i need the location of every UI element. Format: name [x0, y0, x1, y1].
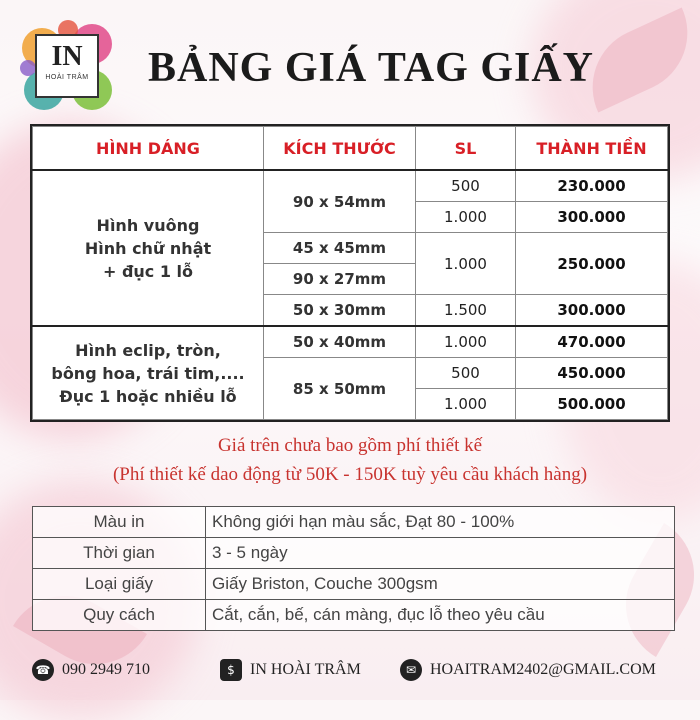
email-address: HOAITRAM2402@GMAIL.COM: [430, 661, 656, 678]
price-table: [32, 126, 668, 420]
header-quantity: SL: [416, 127, 516, 171]
price-cell: 300.000: [516, 202, 668, 233]
shape-group-1: [33, 170, 264, 326]
table-header-row: [33, 127, 668, 171]
footer-email[interactable]: [400, 655, 656, 685]
shape-line: Hình vuông: [96, 215, 200, 235]
phone-number: 090 2949 710: [62, 661, 150, 678]
quantity-cell: 1.000: [416, 233, 516, 295]
price-cell: 500.000: [516, 389, 668, 420]
table-row: [33, 170, 668, 202]
shape-line: bông hoa, trái tim,....: [51, 363, 245, 383]
header-size: KÍCH THƯỚC: [264, 127, 416, 171]
price-cell: 450.000: [516, 358, 668, 389]
quantity-cell: 1.500: [416, 295, 516, 327]
footer-page[interactable]: [220, 655, 361, 685]
spec-row: [33, 538, 675, 569]
size-cell: 90 x 27mm: [264, 264, 416, 295]
shape-line: Hình chữ nhật: [84, 238, 212, 258]
shape-line: Hình eclip, tròn,: [75, 340, 221, 360]
price-cell: 250.000: [516, 233, 668, 295]
logo-text: IN: [51, 41, 83, 72]
phone-icon: ☎: [32, 659, 54, 681]
spec-label: Thời gian: [33, 538, 206, 569]
spec-value: Giấy Briston, Couche 300gsm: [206, 569, 675, 600]
spec-value: 3 - 5 ngày: [206, 538, 675, 569]
spec-label: Loại giấy: [33, 569, 206, 600]
size-cell: 50 x 30mm: [264, 295, 416, 327]
spec-value: Không giới hạn màu sắc, Đạt 80 - 100%: [206, 507, 675, 538]
spec-value: Cắt, cắn, bế, cán màng, đục lỗ theo yêu cầu: [206, 600, 675, 631]
price-cell: 300.000: [516, 295, 668, 327]
price-cell: 230.000: [516, 170, 668, 202]
spec-table: [32, 506, 675, 631]
spec-label: Màu in: [33, 507, 206, 538]
table-row: [33, 326, 668, 358]
size-cell: 45 x 45mm: [264, 233, 416, 264]
quantity-cell: 500: [416, 358, 516, 389]
header-price: THÀNH TIỀN: [516, 127, 668, 171]
mail-icon: ✉: [400, 659, 422, 681]
shop-icon: $: [220, 659, 242, 681]
shape-line: + đục 1 lỗ: [102, 261, 194, 281]
page-name: IN HOÀI TRÂM: [250, 661, 361, 678]
size-cell: 85 x 50mm: [264, 358, 416, 420]
shape-line: Đục 1 hoặc nhiều lỗ: [59, 386, 237, 406]
brand-logo: [20, 18, 116, 114]
logo-badge: [35, 34, 99, 98]
size-cell: 50 x 40mm: [264, 326, 416, 358]
spec-row: [33, 507, 675, 538]
design-fee-range-note: (Phí thiết kế dao động từ 50K - 150K tuỳ yêu cầu khách hàng): [112, 464, 588, 485]
size-cell: 90 x 54mm: [264, 170, 416, 233]
spec-row: [33, 569, 675, 600]
quantity-cell: 1.000: [416, 326, 516, 358]
page-title: BẢNG GIÁ TAG GIẤY: [148, 45, 595, 91]
quantity-cell: 1.000: [416, 389, 516, 420]
quantity-cell: 500: [416, 170, 516, 202]
spec-row: [33, 600, 675, 631]
logo-subtext: HOÀI TRÂM: [45, 74, 89, 81]
design-fee-note: Giá trên chưa bao gồm phí thiết kế: [217, 435, 483, 456]
quantity-cell: 1.000: [416, 202, 516, 233]
header-shape: HÌNH DÁNG: [33, 127, 264, 171]
spec-label: Quy cách: [33, 600, 206, 631]
footer-phone[interactable]: [32, 655, 150, 685]
shape-group-2: [33, 326, 264, 420]
price-cell: 470.000: [516, 326, 668, 358]
